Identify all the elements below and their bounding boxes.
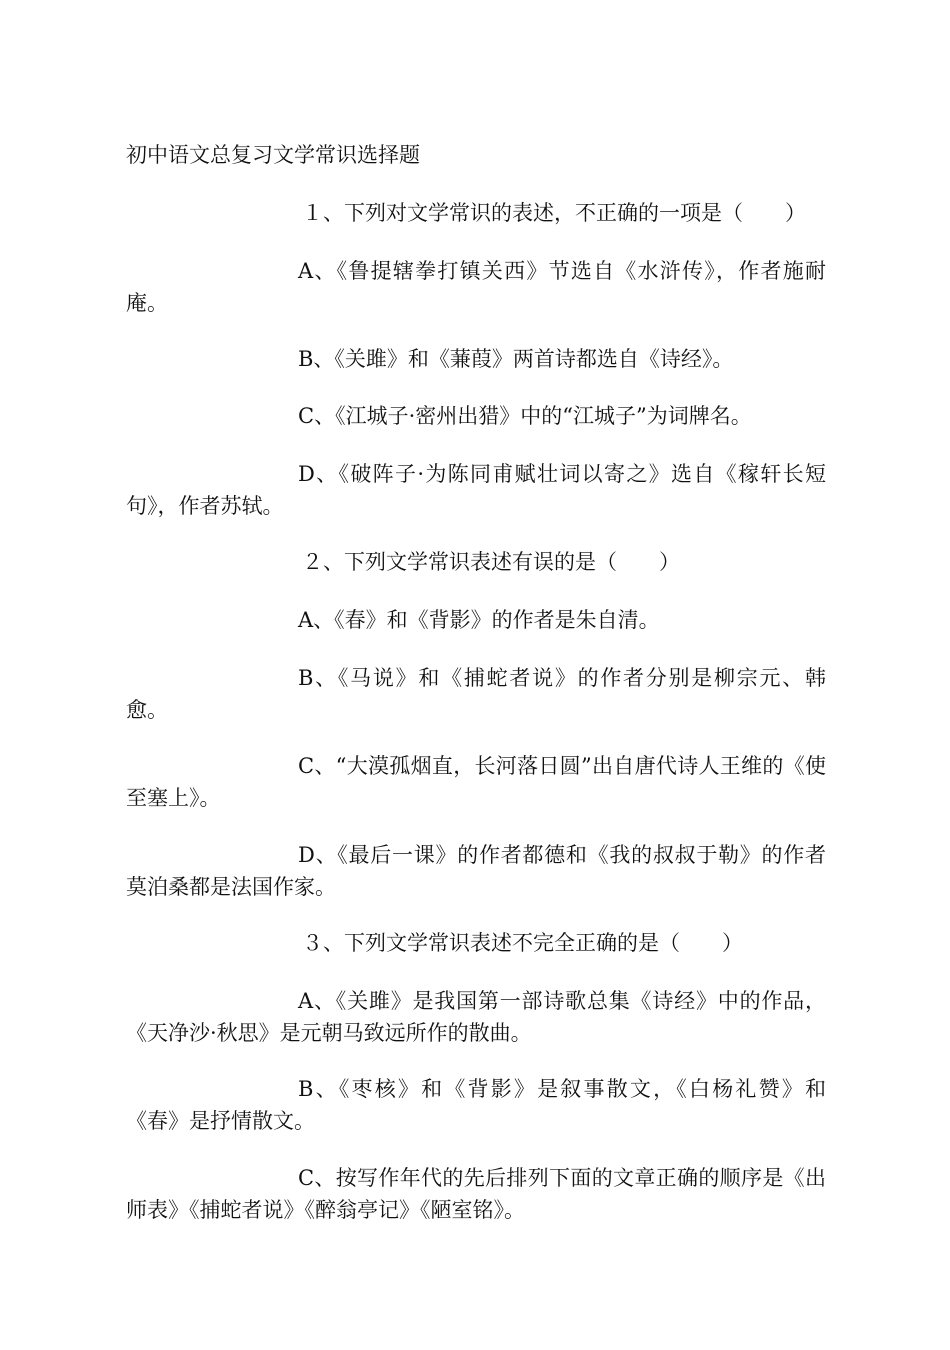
question-3-option-c: C、按写作年代的先后排列下面的文章正确的顺序是《出师表》《捕蛇者说》《醉翁亭记》《陋室铭》。 — [126, 1166, 826, 1222]
question-1-option-c: C、《江城子·密州出猎》中的“江城子”为词牌名。 — [298, 404, 752, 428]
question-3-stem: ３、下列文学常识表述不完全正确的是（ ） — [302, 931, 743, 955]
question-2-option-b: B、《马说》和《捕蛇者说》的作者分别是柳宗元、韩愈。 — [126, 666, 826, 722]
question-2-option-d: D、《最后一课》的作者都德和《我的叔叔于勒》的作者莫泊桑都是法国作家。 — [126, 843, 826, 899]
question-3-option-a: A、《关雎》是我国第一部诗歌总集《诗经》中的作品，《天净沙·秋思》是元朝马致远所作的散曲。 — [126, 989, 826, 1045]
question-1-stem: １、下列对文学常识的表述，不正确的一项是（ ） — [302, 201, 806, 225]
document-title: 初中语文总复习文学常识选择题 — [126, 143, 420, 167]
question-2-option-a: A、《春》和《背影》的作者是朱自清。 — [298, 608, 660, 632]
question-3-option-b: B、《枣核》和《背影》是叙事散文，《白杨礼赞》和《春》是抒情散文。 — [126, 1077, 826, 1133]
question-1-option-d: D、《破阵子·为陈同甫赋壮词以寄之》选自《稼轩长短句》，作者苏轼。 — [126, 462, 826, 518]
question-2-stem: ２、下列文学常识表述有误的是（ ） — [302, 550, 680, 574]
question-1-option-b: B、《关雎》和《蒹葭》两首诗都选自《诗经》。 — [298, 347, 734, 371]
question-2-option-c: C、“大漠孤烟直，长河落日圆”出自唐代诗人王维的《使至塞上》。 — [126, 754, 826, 810]
question-1-option-a: A、《鲁提辖拳打镇关西》节选自《水浒传》，作者施耐庵。 — [126, 259, 826, 315]
